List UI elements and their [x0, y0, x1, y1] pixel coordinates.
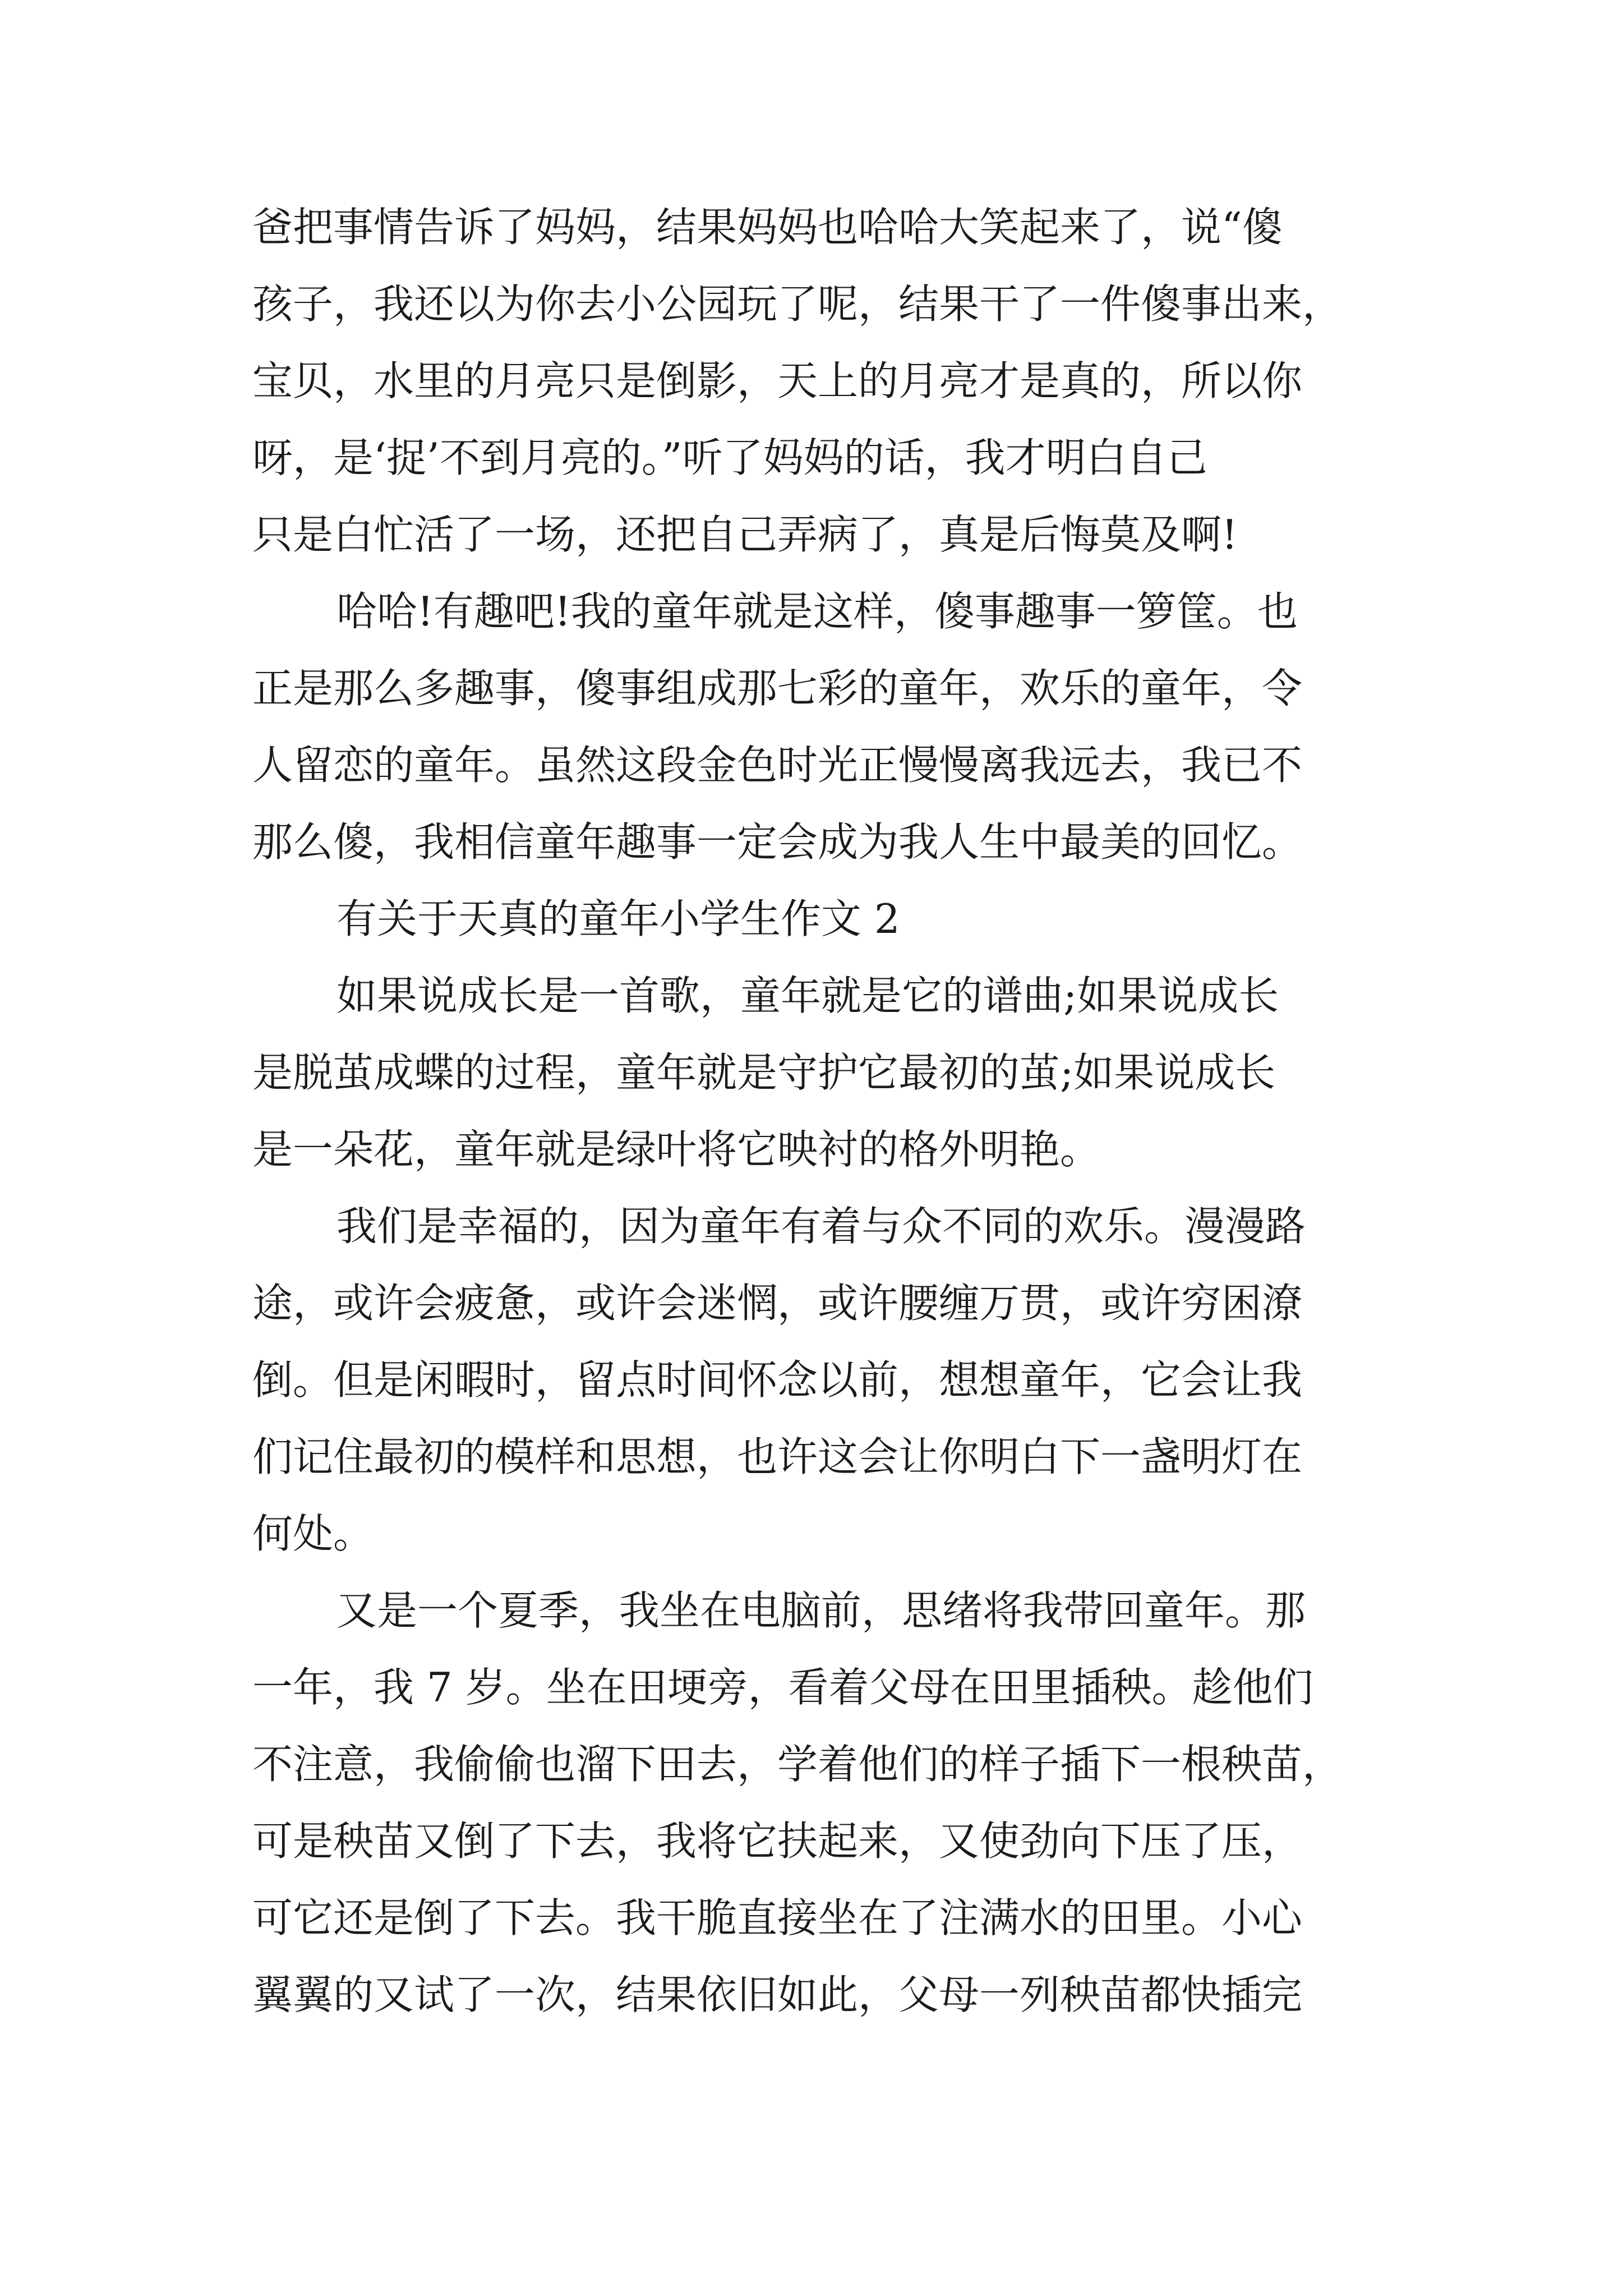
- text-line: 途，或许会疲惫，或许会迷惘，或许腰缠万贯，或许穷困潦: [252, 1280, 1303, 1327]
- text-line: 呀，是‘捉’不到月亮的。”听了妈妈的话，我才明白自己: [252, 434, 1207, 481]
- paragraph-first-line: 又是一个夏季，我坐在电脑前，思绪将我带回童年。那: [336, 1587, 1306, 1634]
- text-line: 宝贝，水里的月亮只是倒影，天上的月亮才是真的，所以你: [252, 357, 1303, 404]
- text-line: 是脱茧成蝶的过程，童年就是守护它最初的茧;如果说成长: [252, 1049, 1276, 1096]
- text-line: 一年，我 7 岁。坐在田埂旁，看着父母在田里插秧。趁他们: [252, 1664, 1313, 1711]
- text-line: 只是白忙活了一场，还把自己弄病了，真是后悔莫及啊!: [252, 511, 1238, 558]
- text-line: 不注意，我偷偷也溜下田去，学着他们的样子插下一根秧苗，: [252, 1741, 1343, 1788]
- text-line: 正是那么多趣事，傻事组成那七彩的童年，欢乐的童年，令: [252, 665, 1303, 712]
- text-line: 那么傻，我相信童年趣事一定会成为我人生中最美的回忆。: [252, 818, 1303, 866]
- text-line: 何处。: [252, 1510, 374, 1557]
- text-line: 们记住最初的模样和思想，也许这会让你明白下一盏明灯在: [252, 1433, 1303, 1480]
- text-line: 是一朵花，童年就是绿叶将它映衬的格外明艳。: [252, 1126, 1101, 1173]
- paragraph-first-line: 哈哈!有趣吧!我的童年就是这样，傻事趣事一箩筐。也: [336, 588, 1298, 635]
- paragraph-first-line: 如果说成长是一首歌，童年就是它的谱曲;如果说成长: [336, 972, 1279, 1019]
- text-line: 可是秧苗又倒了下去，我将它扶起来，又使劲向下压了压，: [252, 1818, 1303, 1865]
- text-line: 人留恋的童年。虽然这段金色时光正慢慢离我远去，我已不: [252, 742, 1303, 789]
- text-line: 翼翼的又试了一次，结果依旧如此，父母一列秧苗都快插完: [252, 1971, 1303, 2018]
- section-heading: 有关于天真的童年小学生作文 2: [336, 895, 900, 942]
- text-line: 倒。但是闲暇时，留点时间怀念以前，想想童年，它会让我: [252, 1356, 1303, 1404]
- text-line: 孩子，我还以为你去小公园玩了呢，结果干了一件傻事出来，: [252, 280, 1343, 328]
- paragraph-first-line: 我们是幸福的，因为童年有着与众不同的欢乐。漫漫路: [336, 1203, 1306, 1250]
- text-line: 可它还是倒了下去。我干脆直接坐在了注满水的田里。小心: [252, 1894, 1303, 1941]
- text-line: 爸把事情告诉了妈妈，结果妈妈也哈哈大笑起来了，说“傻: [252, 204, 1283, 251]
